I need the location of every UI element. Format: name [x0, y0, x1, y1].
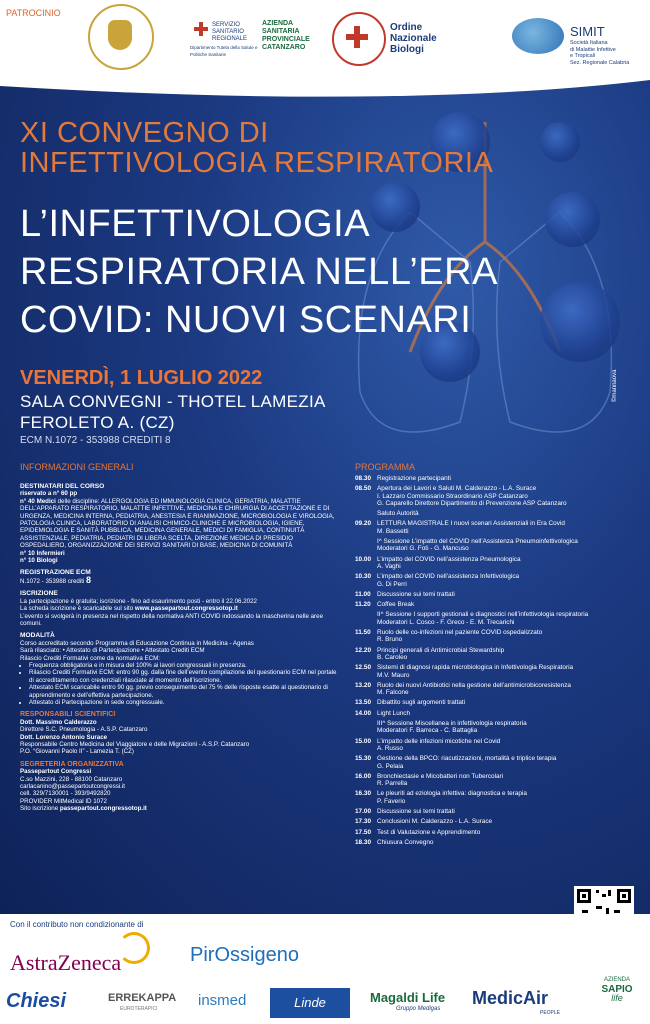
ssr-line: SERVIZIO — [212, 22, 240, 28]
programma-line: G. Di Perri — [377, 580, 407, 588]
programma-line: Ruolo delle co-infezioni nel paziente COVID ospedalizzato — [377, 629, 543, 637]
simit-sub-line: di Malattie Infettive — [570, 46, 616, 53]
main-title-line2: RESPIRATORIA NELL’ERA — [20, 251, 498, 293]
iscrizione-1: La partecipazione è gratuita; iscrizione - fino ad esaurimento posti - entro il 22.06.2022 — [20, 597, 257, 605]
programma-line: Light Lunch — [377, 709, 411, 717]
programma-content — [377, 818, 645, 825]
simit-title: SIMIT — [570, 24, 605, 39]
programma-line: Discussione sui temi trattati — [377, 590, 455, 598]
programma-content — [377, 755, 645, 770]
programma-content — [377, 520, 645, 535]
seg-site-pre: Sito iscrizione — [20, 805, 60, 813]
simit-section: Sez. Regionale Calabria — [570, 60, 630, 66]
iscrizione-3: L’evento si svolgerà in presenza nel rispetto della normativa ANTI COVID indossando la mascherina nelle aree comuni. — [20, 612, 324, 627]
virus-icon — [370, 182, 420, 232]
sapio-line: life — [611, 993, 623, 1003]
side-credit: ©mannaova — [612, 369, 618, 402]
programma-line: LETTURA MAGISTRALE I nuovi scenari Assistenziali in Era Covid — [377, 520, 565, 528]
programma-line: M. Bassetti — [377, 527, 409, 535]
programma-time: 13.20 — [355, 681, 371, 689]
simit-subtitle — [570, 40, 616, 60]
patrocinio-label: PATROCINIO — [6, 8, 61, 18]
programma-line: M.V. Mauro — [377, 671, 410, 679]
asp-line: PROVINCIALE — [262, 36, 310, 43]
programma-line: Gestione della BPCO: riacutizzazioni, mortalità e triplice terapia — [377, 755, 557, 763]
resp2-role2: P.O. “Giovanni Paolo II” - Lamezia T. (CZ) — [20, 748, 134, 756]
ssr-dept: Dipartimento Tutela della Salute e Politiche Sanitarie — [190, 45, 258, 57]
programma-time — [355, 538, 377, 553]
registrazione-heading: REGISTRAZIONE ECM — [20, 569, 91, 577]
modalita-2: Sarà rilasciato: • Attestato di Partecipazione • Attestato Crediti ECM — [20, 647, 205, 655]
programma-content — [377, 601, 645, 608]
programma-content — [377, 647, 645, 662]
modalita-1: Corso accreditato secondo Programma di Educazione Continua in Medicina - Agenas — [20, 639, 254, 647]
info-column — [20, 478, 338, 813]
programma-time: 10.00 — [355, 555, 371, 563]
programma-time: 12.20 — [355, 646, 371, 654]
programma-line: G. Pelaia — [377, 762, 404, 770]
simit-sub-line: e Tropicali — [570, 53, 596, 59]
segreteria-line: PROVIDER MitMedical ID 1072 — [20, 797, 107, 805]
programma-heading: PROGRAMMA — [355, 462, 416, 472]
registrazione-text — [20, 574, 338, 585]
programma-content — [377, 738, 645, 753]
programma-line: I. Lazzaro Commissario Straordinario ASP Catanzaro — [377, 492, 528, 500]
programma-line: Conclusioni M. Calderazzo - L.A. Surace — [377, 818, 493, 826]
programma-line: G. Caparello Direttore Dipartimento di Prevenzione ASP Catanzaro — [377, 499, 567, 507]
info-heading: INFORMAZIONI GENERALI — [20, 462, 134, 472]
iscr-site-link[interactable]: www.passepartout.congressotop.it — [134, 605, 238, 613]
programma-row — [355, 629, 645, 644]
programma-row — [355, 611, 645, 626]
astrazeneca-logo: AstraZeneca — [10, 950, 122, 975]
programma-row — [355, 755, 645, 770]
obn-title — [390, 22, 437, 55]
modalita-bullet: • Attestato di Partecipazione in sede congressuale. — [29, 699, 338, 706]
biologi: n° 10 Biologi — [20, 557, 58, 565]
programma-line: Bronchiectasie e Micobatteri non Tubercolari — [377, 772, 504, 780]
programma-content — [377, 710, 645, 717]
programma-line: P. Faverio — [377, 797, 406, 805]
programma-line: Test di Valutazione e Apprendimento — [377, 828, 481, 836]
programma-line: Apertura dei Lavori e Saluti M. Calderazzo - L.A. Surace — [377, 485, 537, 493]
obn-seal-icon — [332, 12, 386, 66]
programma-content — [377, 485, 645, 507]
programma-row — [355, 510, 645, 517]
insmed-logo: insmed — [198, 992, 247, 1009]
programma-time: 16.30 — [355, 790, 371, 798]
programma-content — [377, 682, 645, 697]
segreteria-line: cell. 329/7130001 - 393/9492820 — [20, 790, 111, 798]
programma-time: 08.30 — [355, 475, 371, 482]
linde-logo: Linde — [270, 988, 350, 1018]
programma-content — [377, 829, 645, 836]
programma-time: 15.30 — [355, 755, 371, 763]
programma-list — [355, 475, 645, 849]
seg-site-link[interactable]: passepartout.congressotop.it — [59, 805, 147, 813]
programma-row — [355, 475, 645, 482]
programma-line: Chiusura Convegno — [377, 838, 434, 846]
venue-line2: FEROLETO A. (CZ) — [20, 413, 175, 432]
header — [0, 0, 650, 72]
medici-paragraph — [20, 498, 338, 550]
convegno-title-line2: INFETTIVOLOGIA RESPIRATORIA — [20, 147, 494, 179]
programma-line: Principi generali di Antimicrobial Stewardship — [377, 646, 505, 654]
asp-text — [262, 20, 310, 52]
programma-content — [377, 773, 645, 788]
programma-content — [377, 720, 645, 735]
asp-line: AZIENDA — [262, 20, 294, 27]
iscrizione-heading: ISCRIZIONE — [20, 590, 58, 598]
ssr-text — [212, 22, 247, 43]
resp1-name: Dott. Massimo Calderazzo — [20, 718, 97, 726]
programma-time — [355, 720, 377, 735]
programma-time: 14.00 — [355, 709, 371, 717]
obn-line: Nazionale — [390, 33, 437, 44]
programma-row — [355, 485, 645, 507]
programma-content — [377, 475, 645, 482]
magaldi-sub: Gruppo Medigas — [396, 1006, 441, 1012]
programma-time: 09.20 — [355, 520, 371, 528]
programma-row — [355, 839, 645, 846]
iscr-pre: La scheda iscrizione è scaricabile sul sito — [20, 605, 135, 613]
errekappa-logo: ERREKAPPA — [108, 992, 177, 1004]
programma-content — [377, 699, 645, 706]
programma-line: Coffee Break — [377, 601, 415, 609]
programma-content — [377, 629, 645, 644]
programma-line: Dibattito sugli argomenti trattati — [377, 699, 466, 707]
errekappa-sub: EUROTERAPICI — [120, 1006, 158, 1012]
programma-line: III^ Sessione Miscellanea in infettivologia respiratoria — [377, 720, 527, 728]
programma-content — [377, 790, 645, 805]
modalita-bullet: • Frequenza obbligatoria e in misura del 100% ai lavori congressuali in presenza. — [29, 662, 338, 669]
reg-credits: 8 — [86, 574, 92, 585]
obn-line: Ordine — [390, 22, 423, 33]
programma-row — [355, 710, 645, 717]
programma-time — [355, 510, 377, 517]
ecm-credits: ECM N.1072 - 353988 CREDITI 8 — [20, 435, 171, 446]
programma-line: Registrazione partecipanti — [377, 475, 451, 482]
medicair-sub: PEOPLE — [540, 1010, 561, 1016]
programma-row — [355, 591, 645, 598]
programma-time: 11.20 — [355, 601, 371, 609]
programma-content — [377, 538, 645, 553]
programma-line: Ruolo dei nuovi Antibiotici nella gestione dell’antimicrobicoresistenza — [377, 681, 571, 689]
ordine-medici-logo — [88, 4, 154, 70]
programma-time: 13.50 — [355, 699, 371, 707]
simit-logo-icon — [512, 18, 564, 54]
programma-line: Sistemi di diagnosi rapida microbiologica in Infettivologia Respiratoria — [377, 664, 574, 672]
programma-time: 11.00 — [355, 590, 371, 598]
programma-time: 11.50 — [355, 629, 371, 637]
resp2-name: Dott. Lorenzo Antonio Surace — [20, 733, 108, 741]
programma-row — [355, 699, 645, 706]
resp2-role: Responsabile Centro Medicina del Viaggiatore e delle Migrazioni - A.S.P. Catanzaro — [20, 741, 250, 748]
obn-line: Biologi — [390, 44, 424, 55]
sapio-line: SAPIO — [601, 984, 633, 995]
contributo-label: Con il contributo non condizionante di — [10, 920, 144, 929]
programma-line: II^ Sessione I supporti gestionali e diagnostici nell’infettivologia respiratoria — [377, 611, 589, 619]
modalita-heading: MODALITÀ — [20, 632, 55, 640]
programma-row — [355, 573, 645, 588]
sapio-logo — [592, 976, 642, 1012]
programma-row — [355, 818, 645, 825]
programma-row — [355, 808, 645, 815]
programma-row — [355, 601, 645, 608]
programma-row — [355, 556, 645, 571]
ssr-line: SANITARIO — [212, 29, 244, 35]
programma-content — [377, 591, 645, 598]
programma-time: 17.50 — [355, 828, 371, 836]
programma-time: 15.00 — [355, 737, 371, 745]
programma-line: B. Caroleo — [377, 653, 408, 661]
modalita-bullet: • Rilascio Crediti Formativi ECM: entro 90 gg. dalla fine dell’evento compilazione del questionario ECM nel portale di accreditamento con credenziali rilasciate al momento dell’iscrizione. — [29, 669, 338, 684]
programma-line: I^ Sessione L’impatto del COVID nell’Assistenza Pneumoinfettivologica — [377, 538, 578, 546]
convegno-title-line1: XI CONVEGNO DI — [20, 117, 269, 149]
pirossigeno-logo: PirOssigeno — [190, 944, 299, 966]
simit-sub-line: Società Italiana — [570, 40, 608, 46]
programma-line: Saluto Autorità — [377, 510, 419, 518]
venue-line1: SALA CONVEGNI - THOTEL LAMEZIA — [20, 392, 326, 411]
asp-line: CATANZARO — [262, 44, 306, 51]
segreteria-site — [20, 805, 338, 812]
programma-time: 10.30 — [355, 573, 371, 581]
segreteria-name: Passepartout Congressi — [20, 768, 92, 776]
responsabili-heading: RESPONSABILI SCIENTIFICI — [20, 711, 116, 719]
programma-content — [377, 510, 645, 517]
iscrizione-2 — [20, 605, 338, 612]
programma-time: 12.50 — [355, 664, 371, 672]
resp1-role: Direttore S.C. Pneumologia - A.S.P. Catanzaro — [20, 726, 148, 734]
chiesi-logo: Chiesi — [6, 990, 67, 1012]
main-title-line1: L’INFETTIVOLOGIA — [20, 203, 371, 245]
virus-icon — [545, 192, 600, 247]
caduceus-icon — [108, 20, 132, 50]
segreteria-heading: SEGRETERIA ORGANIZZATIVA — [20, 760, 124, 768]
medici-count: n° 40 Medici — [20, 497, 56, 505]
programma-time: 08.50 — [355, 485, 371, 493]
main-title-line3: COVID: NUOVI SCENARI — [20, 299, 472, 341]
programma-line: Moderatori L. Cosco - F. Greco - E. M. Trecarichi — [377, 618, 515, 626]
programma-time: 18.30 — [355, 838, 371, 846]
riservato: riservato a n° 60 pp — [20, 490, 78, 498]
modalita-bullet: • Attestato ECM scaricabile entro 90 gg. previo conseguimento del 75 % delle risposte esatte al questionario di apprendimento e dell’effettiva partecipazione. — [29, 684, 338, 699]
segreteria-line: C.so Mazzini, 228 - 88100 Catanzaro — [20, 775, 123, 783]
programma-line: R. Bruno — [377, 636, 403, 644]
programma-line: Moderatori G. Foti - G. Mancuso — [377, 545, 469, 553]
programma-line: L’impatto del COVID nell’assistenza Infettivologica — [377, 573, 520, 581]
programma-time: 16.00 — [355, 772, 371, 780]
destinatari-heading: DESTINATARI DEL CORSO — [20, 483, 105, 490]
programma-line: L’impatto del COVID nell’assistenza Pneumologica — [377, 555, 521, 563]
medicair-logo: MedicAir — [472, 988, 549, 1008]
programma-row — [355, 647, 645, 662]
programma-line: A. Vaghi — [377, 562, 401, 570]
sponsors-area — [0, 914, 650, 1024]
programma-row — [355, 664, 645, 679]
programma-line: A. Russo — [377, 744, 403, 752]
magaldi-logo: Magaldi Life — [370, 990, 446, 1005]
programma-row — [355, 738, 645, 753]
sapio-line: AZIENDA — [603, 977, 630, 983]
programma-content — [377, 664, 645, 679]
virus-icon — [540, 122, 580, 162]
programma-row — [355, 538, 645, 553]
programma-row — [355, 790, 645, 805]
programma-line: Le pleuriti ad eziologia infettiva: diagnostica e terapia — [377, 790, 527, 798]
programma-line: Discussione sui temi trattati — [377, 807, 455, 815]
programma-line: M. Falcone — [377, 689, 409, 697]
segreteria-email[interactable]: carlacanino@passepartoutcongressi.it — [20, 783, 125, 791]
event-date: VENERDÌ, 1 LUGLIO 2022 — [20, 367, 263, 389]
programma-content — [377, 573, 645, 588]
medici-disciplines: delle discipline: ALLERGOLOGIA ED IMMUNOLOGIA CLINICA, GERIATRIA, MALATTIE DELL’APPARATO RESPIRATORIO, MALATTIE INFETTIVE, MEDICINA E CHIRURGIA DI ACCETTAZIONE E DI URGENZA, MEDICINA INTERNA, PEDIATRIA, ANESTESIA E RIANIMAZIONE, MICROBIOLOGIA E VIROLOGIA, PATOLOGIA CLINICA, LABORATORIO DI ANALISI CHIMICO-CLINICHE E MICROBIOLOGIA, IGIENE, EPIDEMIOLOGIA E SANITÀ PUBBLICA, MEDICINA GENERALE, MEDICI DI FAMIGLIA, CONTINUITÀ ASSISTENZIALE, PEDIATRIA, PEDIATRI DI LIBERA SCELTA, DIREZIONE MEDICA DI PRESIDIO OSPEDALIERO, ORGANIZZAZIONE DEI SERVIZI SANITARI DI BASE, MEDICINA DI COMUNITÀ — [20, 497, 335, 550]
ssr-line: REGIONALE — [212, 36, 248, 42]
programma-row — [355, 520, 645, 535]
programma-row — [355, 682, 645, 697]
programma-time: 17.30 — [355, 818, 371, 826]
asp-line: SANITARIA — [262, 28, 300, 35]
programma-line: R. Parrella — [377, 780, 408, 788]
programma-content — [377, 556, 645, 571]
programma-row — [355, 829, 645, 836]
programma-line: L’impatto delle infezioni micotiche nel Covid — [377, 737, 501, 745]
programma-row — [355, 720, 645, 735]
regione-cross-icon — [194, 22, 208, 36]
programma-content — [377, 611, 645, 626]
programma-content — [377, 808, 645, 815]
programma-time — [355, 611, 377, 626]
modalita-3: Rilascio Crediti Formativi come da normativa ECM: — [20, 654, 160, 662]
modalita-list — [20, 662, 338, 706]
programma-row — [355, 773, 645, 788]
programma-time: 17.00 — [355, 807, 371, 815]
virus-icon — [540, 282, 620, 362]
astrazeneca-swirl-icon — [118, 932, 150, 964]
infermieri: n° 10 Infermieri — [20, 549, 65, 557]
reg-text: N.1072 - 353988 crediti — [20, 577, 87, 585]
programma-line: Moderatori F. Barreca - C. Battaglia — [377, 727, 478, 735]
programma-content — [377, 839, 645, 846]
